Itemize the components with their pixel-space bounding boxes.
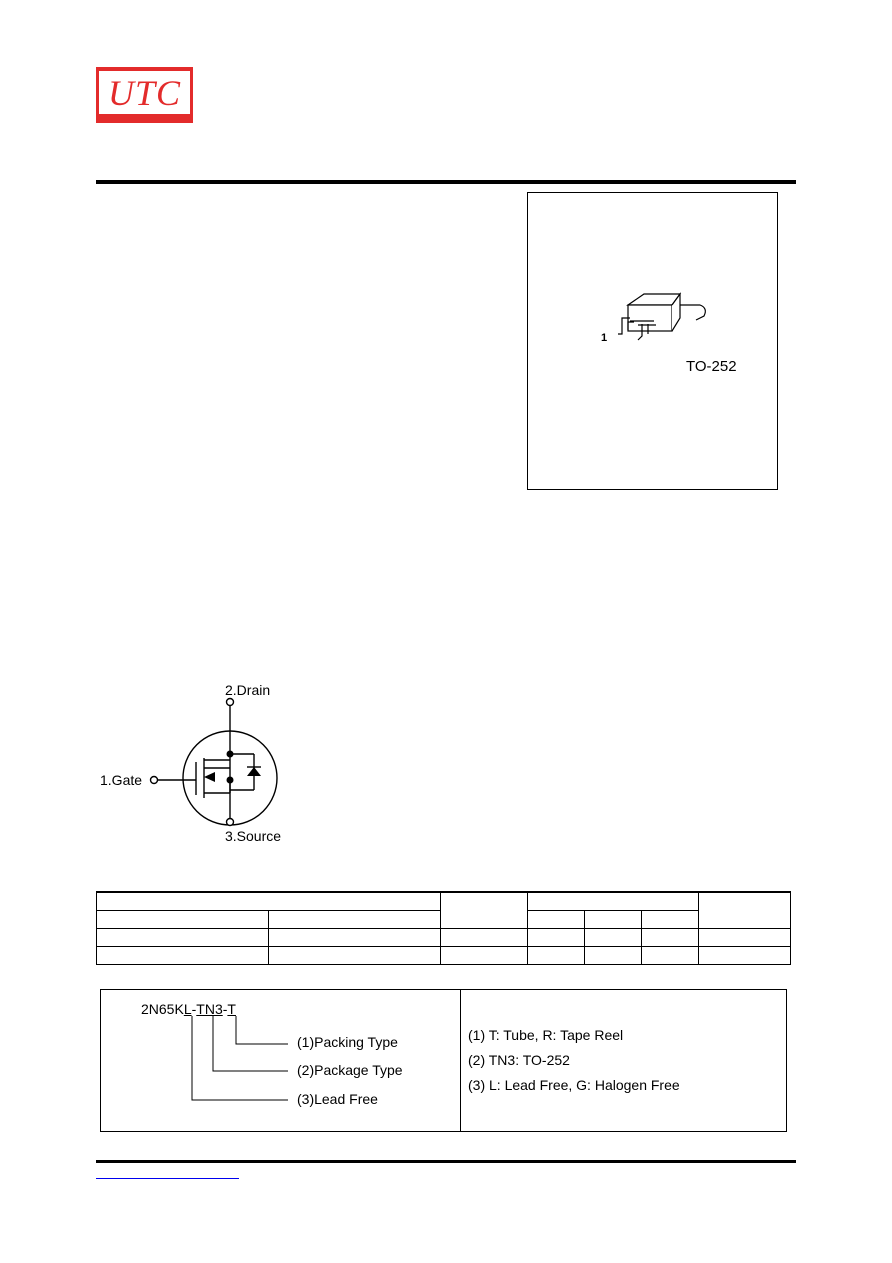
table-cell [97, 929, 269, 947]
table-cell [585, 911, 642, 929]
table-cell [528, 911, 585, 929]
package-name: TO-252 [686, 358, 737, 375]
table-row [97, 947, 791, 965]
logo-text: UTC [107, 73, 182, 113]
table-cell [528, 929, 585, 947]
package-type-description: (2) TN3: TO-252 [468, 1052, 570, 1068]
table-cell [642, 947, 699, 965]
table-cell [699, 892, 791, 929]
header-rule [96, 180, 796, 184]
table-cell [97, 911, 269, 929]
gate-label: 1.Gate [100, 772, 143, 788]
logo-background [99, 71, 190, 114]
to252-package-drawing [600, 290, 720, 355]
pin-1-label: 1 [601, 332, 608, 344]
drain-label: 2.Drain [225, 682, 271, 698]
footer-link[interactable] [96, 1178, 239, 1179]
part-package-code: TN3 [196, 1001, 223, 1017]
table-cell [699, 947, 791, 965]
table-cell [642, 911, 699, 929]
table-cell [269, 911, 441, 929]
table-cell [441, 947, 528, 965]
table-cell [528, 947, 585, 965]
part-dash: - [222, 1001, 228, 1017]
table-cell [97, 947, 269, 965]
ordering-table [96, 891, 791, 965]
table-cell [528, 892, 699, 911]
lead-free-description: (3) L: Lead Free, G: Halogen Free [468, 1077, 680, 1093]
table-cell [269, 947, 441, 965]
mosfet-symbol [140, 690, 300, 850]
table-row [97, 929, 791, 947]
table-cell [441, 892, 528, 929]
marking-divider [460, 989, 461, 1132]
table-cell [97, 892, 441, 911]
packing-type-description: (1) T: Tube, R: Tape Reel [468, 1027, 624, 1043]
part-prefix: 2N65K [141, 1001, 184, 1017]
marking-leader-lines [180, 1016, 290, 1106]
part-packing-code: T [227, 1001, 236, 1017]
table-cell [699, 929, 791, 947]
part-dash: - [191, 1001, 197, 1017]
table-row [97, 892, 791, 911]
table-cell [269, 929, 441, 947]
source-label: 3.Source [225, 828, 282, 844]
table-cell [441, 929, 528, 947]
utc-logo [96, 67, 193, 123]
part-lead-code: L [183, 1001, 192, 1017]
lead-free-label: (3)Lead Free [297, 1091, 378, 1107]
table-cell [585, 947, 642, 965]
part-number [141, 1001, 236, 1017]
footer-rule [96, 1160, 796, 1163]
packing-type-label: (1)Packing Type [297, 1034, 398, 1050]
table-cell [642, 929, 699, 947]
table-cell [585, 929, 642, 947]
package-type-label: (2)Package Type [297, 1062, 403, 1078]
